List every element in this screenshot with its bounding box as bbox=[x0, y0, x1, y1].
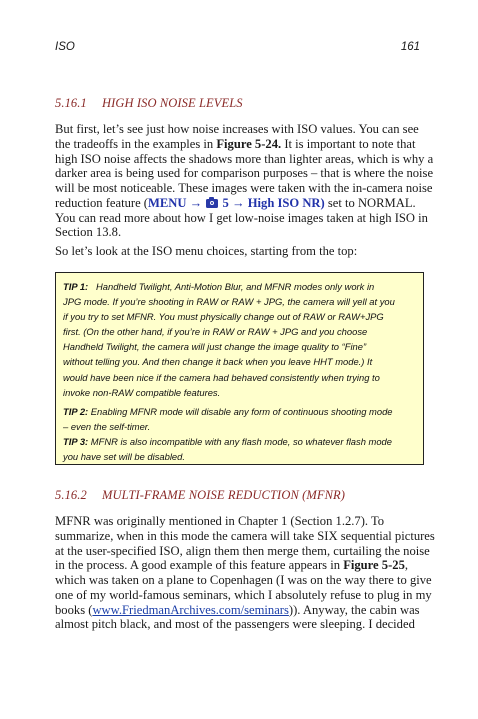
section-title: HIGH ISO NOISE LEVELS bbox=[102, 96, 243, 110]
tip-2: TIP 2: Enabling MFNR mode will disable any form of continuous shooting mode – even the self-timer. bbox=[63, 406, 393, 433]
tip-label: TIP 3: bbox=[63, 436, 89, 447]
running-header bbox=[55, 41, 420, 57]
tip-label: TIP 2: bbox=[63, 406, 89, 417]
text-line: MFNR was originally mentioned in Chapter 1 (Section 1.2.7). To bbox=[55, 514, 385, 528]
text-line: summarize, when in this mode the camera will take SIX sequential pictures bbox=[55, 528, 435, 543]
text-line: which was taken on a plane to Copenhagen (I was on the way there to give bbox=[55, 573, 432, 587]
figure-reference: Figure 5-25 bbox=[343, 558, 405, 573]
text-line: Section 13.8. bbox=[55, 225, 122, 240]
tip-label: TIP 1: bbox=[63, 281, 89, 292]
text-line: will be most noticeable. These images were taken with the in-camera noise bbox=[55, 181, 433, 195]
paragraph-mfnr bbox=[55, 514, 435, 632]
text-line: reduction feature (MENU → 5 → High ISO NR) set to NORMAL. bbox=[55, 195, 416, 210]
text-line: But first, let’s see just how noise increases with ISO values. You can see bbox=[55, 122, 419, 136]
text-line: darker area is being used for comparison purposes – that is where the noise bbox=[55, 166, 434, 181]
tips-box bbox=[55, 272, 424, 465]
text-line: in the process. A good example of this feature appears in Figure 5-25, bbox=[55, 558, 409, 573]
tip-1: TIP 1: Handheld Twilight, Anti-Motion Blur, and MFNR modes only work in JPG mode. If you’re shooting in RAW or RAW + JPG, the camera will yell at you if you try to set MFNR. You must physically change out of RAW or RAW+JPG first. (On the other hand, if you’re in RAW or RAW + JPG and you choose Handheld Twilight, the camera will just change the image quality to “Fine” without telling you. And then change it back when you leave HHT mode.) It would have been nice if the camera had behaved consistently when trying to invoke non-RAW compatible features. bbox=[63, 281, 395, 398]
text-line: the tradeoffs in the examples in Figure 5-24. It is important to note that bbox=[55, 136, 416, 151]
paragraph-menu-choices bbox=[55, 244, 426, 259]
text-line: one of my world-famous seminars, which I absolutely refuse to plug in my bbox=[55, 587, 432, 602]
paragraph-noise-intro bbox=[55, 122, 434, 240]
text-line: books (www.FriedmanArchives.com/seminars)). Anyway, the cabin was bbox=[55, 602, 420, 617]
camera-icon bbox=[206, 199, 218, 208]
text-line: So let’s look at the ISO menu choices, starting from the top: bbox=[55, 244, 358, 258]
section-number: 5.16.1 bbox=[55, 96, 87, 110]
section-heading-5-16-2 bbox=[55, 488, 345, 503]
text-line: almost pitch black, and most of the passengers were sleeping. I decided bbox=[55, 617, 415, 632]
menu-path: MENU → 5 → High ISO NR) bbox=[148, 195, 325, 210]
header-chapter: ISO bbox=[55, 41, 75, 53]
tip-3: TIP 3: MFNR is also incompatible with any flash mode, so whatever flash mode you have set will be disabled. bbox=[63, 436, 392, 463]
text-line: at the user-specified ISO, align them then merge them, curtailing the noise bbox=[55, 543, 430, 558]
text-line: You can read more about how I get low-noise images taken at high ISO in bbox=[55, 210, 428, 225]
figure-reference: Figure 5-24. bbox=[216, 136, 282, 151]
section-heading-5-16-1 bbox=[55, 96, 243, 111]
seminars-link[interactable]: www.FriedmanArchives.com/seminars bbox=[92, 602, 289, 617]
text-line: high ISO noise affects the shadows more than lighter areas, which is why a bbox=[55, 151, 434, 166]
section-number: 5.16.2 bbox=[55, 488, 87, 502]
header-page-number: 161 bbox=[400, 41, 420, 53]
section-title: MULTI-FRAME NOISE REDUCTION (MFNR) bbox=[102, 488, 346, 502]
